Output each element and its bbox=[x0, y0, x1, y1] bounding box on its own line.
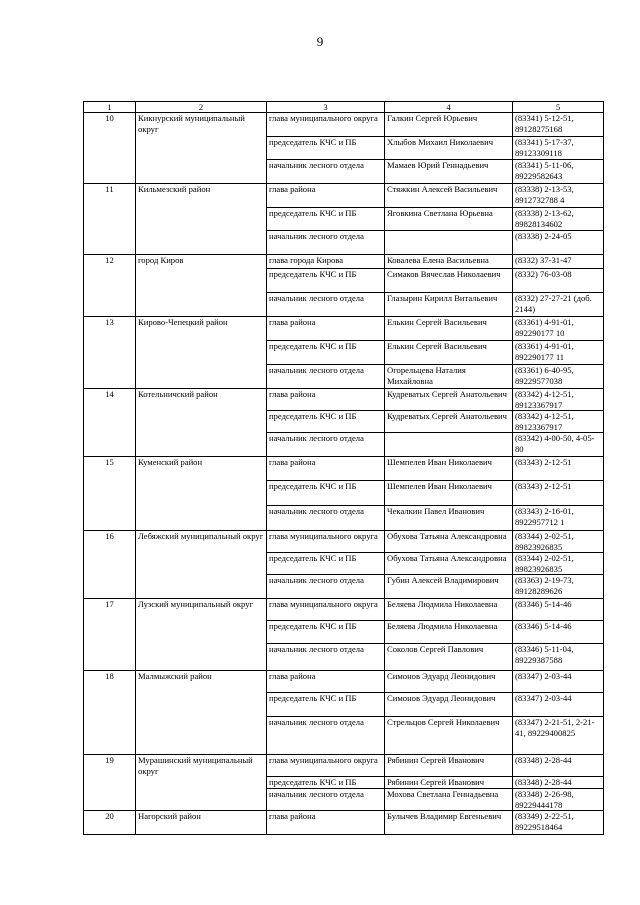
position-cell: глава муниципального округа bbox=[267, 113, 385, 137]
person-name-cell: Глазырин Кирилл Витальевич bbox=[385, 293, 513, 317]
district-cell: Малмыжский район bbox=[136, 671, 267, 755]
person-name-cell: Стяжкин Алексей Васильевич bbox=[385, 184, 513, 208]
position-cell: глава района bbox=[267, 671, 385, 693]
person-name-cell bbox=[385, 433, 513, 457]
person-name-cell bbox=[385, 231, 513, 255]
position-cell: председатель КЧС и ПБ bbox=[267, 341, 385, 365]
phone-cell: (8332) 76-03-08 bbox=[513, 269, 604, 293]
phone-cell: (8332) 27-27-21 (доб. 2144) bbox=[513, 293, 604, 317]
position-cell: председатель КЧС и ПБ bbox=[267, 269, 385, 293]
phone-cell: (83341) 5-17-37, 89123309118 bbox=[513, 137, 604, 160]
person-name-cell: Стрельцов Сергей Николаевич bbox=[385, 717, 513, 755]
position-cell: начальник лесного отдела bbox=[267, 575, 385, 599]
position-cell: начальник лесного отдела bbox=[267, 231, 385, 255]
phone-cell: (83347) 2-03-44 bbox=[513, 693, 604, 717]
phone-cell: (83346) 5-14-46 bbox=[513, 599, 604, 621]
row-number-cell: 20 bbox=[84, 811, 136, 835]
header-cell: 1 bbox=[84, 102, 136, 113]
district-cell: Лебяжский муниципальный округ bbox=[136, 531, 267, 599]
district-cell: Нагорский район bbox=[136, 811, 267, 835]
person-name-cell: Булычев Владимир Евгеньевич bbox=[385, 811, 513, 835]
position-cell: глава района bbox=[267, 811, 385, 835]
phone-cell: (83338) 2-13-53, 8912732788 4 bbox=[513, 184, 604, 208]
person-name-cell: Губин Алексей Владимирович bbox=[385, 575, 513, 599]
row-number-cell: 14 bbox=[84, 389, 136, 457]
person-name-cell: Елькин Сергей Васильевич bbox=[385, 341, 513, 365]
phone-cell: (83343) 2-12-51 bbox=[513, 481, 604, 506]
header-cell: 4 bbox=[385, 102, 513, 113]
phone-cell: (83349) 2-22-51, 89229518464 bbox=[513, 811, 604, 835]
position-cell: начальник лесного отдела bbox=[267, 293, 385, 317]
phone-cell: (83342) 4-12-51, 89123367917 bbox=[513, 389, 604, 411]
phone-cell: (83341) 5-12-51, 89128275168 bbox=[513, 113, 604, 137]
position-cell: глава района bbox=[267, 389, 385, 411]
row-number-cell: 13 bbox=[84, 317, 136, 389]
position-cell: начальник лесного отдела bbox=[267, 506, 385, 531]
person-name-cell: Симаков Вячеслав Николаевич bbox=[385, 269, 513, 293]
phone-cell: (83361) 6-40-95, 89229577038 bbox=[513, 365, 604, 389]
row-number-cell: 11 bbox=[84, 184, 136, 255]
phone-cell: (83344) 2-02-51, 89823926835 bbox=[513, 553, 604, 575]
district-cell: Котельничский район bbox=[136, 389, 267, 457]
position-cell: начальник лесного отдела bbox=[267, 789, 385, 811]
position-cell: начальник лесного отдела bbox=[267, 365, 385, 389]
person-name-cell: Симонов Эдуард Леонидович bbox=[385, 693, 513, 717]
person-name-cell: Огорельцева Наталия Михайловна bbox=[385, 365, 513, 389]
position-cell: председатель КЧС и ПБ bbox=[267, 481, 385, 506]
phone-cell: (83361) 4-91-01, 892290177 11 bbox=[513, 341, 604, 365]
position-cell: глава города Кирова bbox=[267, 255, 385, 269]
table-row bbox=[84, 755, 604, 777]
phone-cell: (83338) 2-24-05 bbox=[513, 231, 604, 255]
person-name-cell: Шемпелев Иван Николаевич bbox=[385, 481, 513, 506]
header-cell: 2 bbox=[136, 102, 267, 113]
district-cell: Мурашинский муниципальный округ bbox=[136, 755, 267, 811]
person-name-cell: Кудреватых Сергей Анатольевич bbox=[385, 411, 513, 433]
contacts-table bbox=[83, 101, 604, 835]
phone-cell: (83346) 5-14-46 bbox=[513, 621, 604, 644]
phone-cell: (8332) 37-31-47 bbox=[513, 255, 604, 269]
row-number-cell: 19 bbox=[84, 755, 136, 811]
row-number-cell: 18 bbox=[84, 671, 136, 755]
table-row bbox=[84, 457, 604, 481]
district-cell: Кирово-Чепецкий район bbox=[136, 317, 267, 389]
person-name-cell: Кудреватых Сергей Анатольевич bbox=[385, 389, 513, 411]
phone-cell: (83347) 2-21-51, 2-21-41, 89229400825 bbox=[513, 717, 604, 755]
person-name-cell: Рябинин Сергей Иванович bbox=[385, 777, 513, 789]
table-row bbox=[84, 255, 604, 269]
position-cell: председатель КЧС и ПБ bbox=[267, 621, 385, 644]
position-cell: начальник лесного отдела bbox=[267, 644, 385, 671]
row-number-cell: 10 bbox=[84, 113, 136, 184]
phone-cell: (83347) 2-03-44 bbox=[513, 671, 604, 693]
row-number-cell: 17 bbox=[84, 599, 136, 671]
phone-cell: (83361) 4-91-01, 892290177 10 bbox=[513, 317, 604, 341]
position-cell: председатель КЧС и ПБ bbox=[267, 777, 385, 789]
person-name-cell: Рябинин Сергей Иванович bbox=[385, 755, 513, 777]
phone-cell: (83348) 2-26-98, 89229444178 bbox=[513, 789, 604, 811]
phone-cell: (83338) 2-13-62, 89828134602 bbox=[513, 208, 604, 231]
table-row bbox=[84, 113, 604, 137]
table-row bbox=[84, 671, 604, 693]
table-row bbox=[84, 184, 604, 208]
person-name-cell: Елькин Сергей Васильевич bbox=[385, 317, 513, 341]
position-cell: председатель КЧС и ПБ bbox=[267, 137, 385, 160]
table-row bbox=[84, 389, 604, 411]
table-header-row bbox=[84, 102, 604, 113]
header-cell: 3 bbox=[267, 102, 385, 113]
person-name-cell: Мохова Светлана Геннадьевна bbox=[385, 789, 513, 811]
row-number-cell: 16 bbox=[84, 531, 136, 599]
person-name-cell: Беляева Людмила Николаевна bbox=[385, 599, 513, 621]
person-name-cell: Соколов Сергей Павлович bbox=[385, 644, 513, 671]
row-number-cell: 12 bbox=[84, 255, 136, 317]
table-row bbox=[84, 531, 604, 553]
phone-cell: (83343) 2-16-01, 8922957712 1 bbox=[513, 506, 604, 531]
phone-cell: (83363) 2-19-73, 89128289626 bbox=[513, 575, 604, 599]
position-cell: начальник лесного отдела bbox=[267, 160, 385, 184]
contacts-table-body bbox=[84, 102, 604, 835]
phone-cell: (83341) 5-11-06, 89229582643 bbox=[513, 160, 604, 184]
person-name-cell: Мамаев Юрий Геннадьевич bbox=[385, 160, 513, 184]
phone-cell: (83348) 2-28-44 bbox=[513, 755, 604, 777]
table-row bbox=[84, 811, 604, 835]
position-cell: глава района bbox=[267, 184, 385, 208]
table-row bbox=[84, 317, 604, 341]
position-cell: глава муниципального округа bbox=[267, 531, 385, 553]
person-name-cell: Симонов Эдуард Леонидович bbox=[385, 671, 513, 693]
position-cell: председатель КЧС и ПБ bbox=[267, 553, 385, 575]
district-cell: Кильмезский район bbox=[136, 184, 267, 255]
phone-cell: (83346) 5-11-04, 89229387588 bbox=[513, 644, 604, 671]
position-cell: председатель КЧС и ПБ bbox=[267, 208, 385, 231]
district-cell: город Киров bbox=[136, 255, 267, 317]
page-number: 9 bbox=[316, 34, 324, 49]
row-number-cell: 15 bbox=[84, 457, 136, 531]
person-name-cell: Обухова Татьяна Александровна bbox=[385, 553, 513, 575]
district-cell: Лузский муниципальный округ bbox=[136, 599, 267, 671]
position-cell: председатель КЧС и ПБ bbox=[267, 411, 385, 433]
position-cell: глава района bbox=[267, 457, 385, 481]
person-name-cell: Галкин Сергей Юрьевич bbox=[385, 113, 513, 137]
position-cell: председатель КЧС и ПБ bbox=[267, 693, 385, 717]
person-name-cell: Чекалкин Павел Иванович bbox=[385, 506, 513, 531]
person-name-cell: Ковалева Елена Васильевна bbox=[385, 255, 513, 269]
phone-cell: (83348) 2-28-44 bbox=[513, 777, 604, 789]
position-cell: начальник лесного отдела bbox=[267, 717, 385, 755]
person-name-cell: Шемпелев Иван Николаевич bbox=[385, 457, 513, 481]
phone-cell: (83343) 2-12-51 bbox=[513, 457, 604, 481]
district-cell: Кикнурский муниципальный округ bbox=[136, 113, 267, 184]
phone-cell: (83344) 2-02-51, 89823926835 bbox=[513, 531, 604, 553]
position-cell: глава муниципального округа bbox=[267, 755, 385, 777]
position-cell: глава района bbox=[267, 317, 385, 341]
table-row bbox=[84, 599, 604, 621]
person-name-cell: Яговкина Светлана Юрьевна bbox=[385, 208, 513, 231]
position-cell: глава муниципального округа bbox=[267, 599, 385, 621]
position-cell: начальник лесного отдела bbox=[267, 433, 385, 457]
header-cell: 5 bbox=[513, 102, 604, 113]
district-cell: Куменский район bbox=[136, 457, 267, 531]
phone-cell: (83342) 4-00-50, 4-05-80 bbox=[513, 433, 604, 457]
person-name-cell: Хлыбов Михаил Николаевич bbox=[385, 137, 513, 160]
person-name-cell: Беляева Людмила Николаевна bbox=[385, 621, 513, 644]
phone-cell: (83342) 4-12-51, 89123367917 bbox=[513, 411, 604, 433]
person-name-cell: Обухова Татьяна Александровна bbox=[385, 531, 513, 553]
